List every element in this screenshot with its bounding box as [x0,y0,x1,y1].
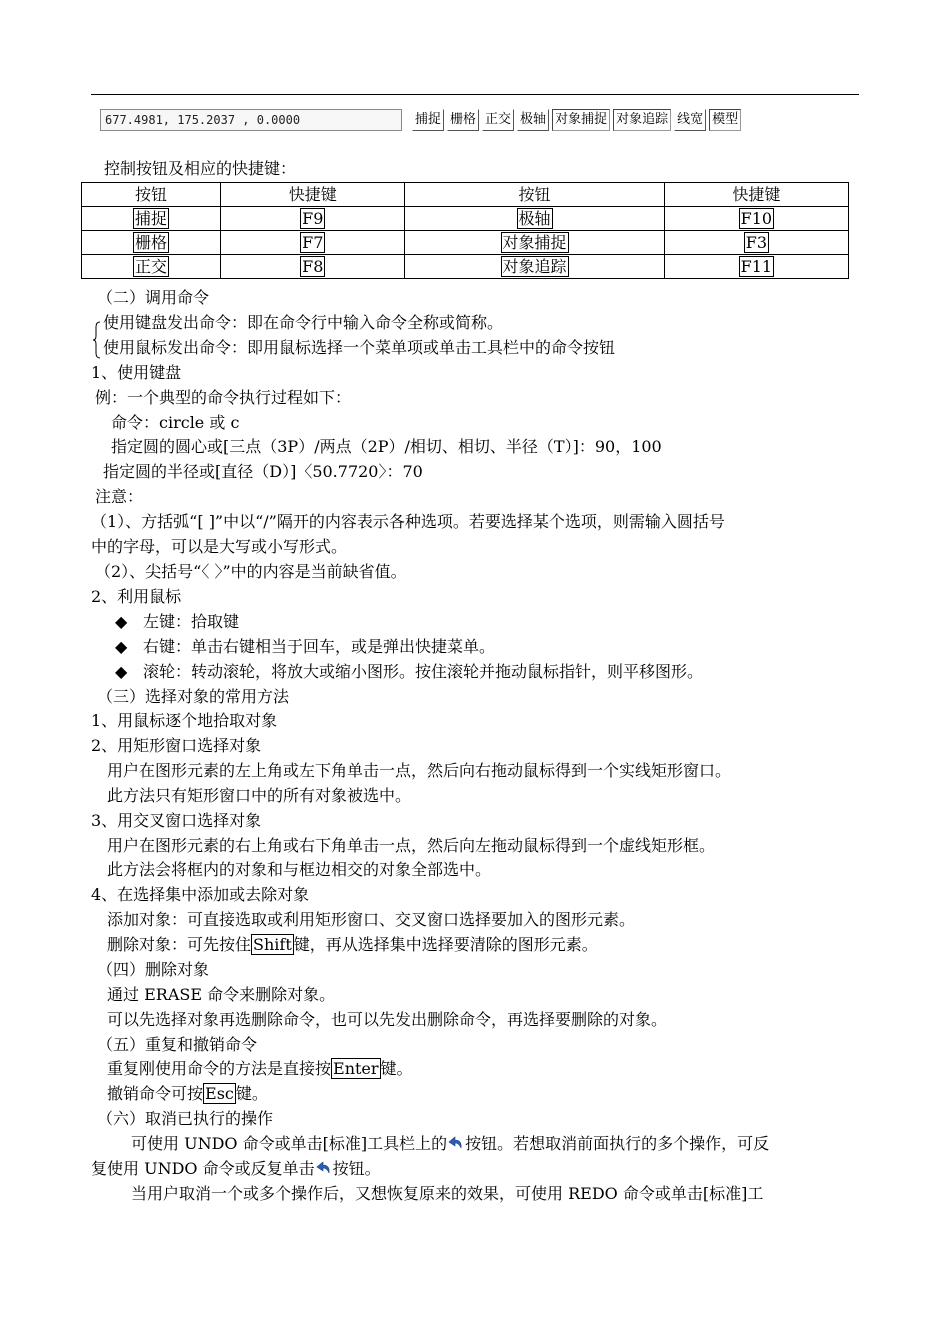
snap-button[interactable]: 捕捉 [412,109,444,131]
shortcut-table [81,182,849,279]
enter-key: Enter [333,1059,379,1078]
brace-icon [93,321,101,359]
table-cell: F10 [740,209,773,228]
table-cell: 正交 [135,257,168,276]
text-run: 键。 [235,1084,268,1103]
paragraph-line: 此方法会将框内的对象和与框边相交的对象全部选中。 [107,860,492,879]
table-cell: F9 [302,209,324,228]
table-row [82,231,849,255]
diamond-bullet-icon: ◆ [115,612,128,631]
table-cell: 极轴 [518,209,551,228]
subsection-heading: 1、使用键盘 [91,363,182,382]
otrack-button[interactable]: 对象追踪 [613,109,671,131]
diamond-bullet-icon: ◆ [115,662,128,681]
text-run: 按钮。 [332,1159,381,1178]
command-line: 指定圆的圆心或[三点（3P）/两点（2P）/相切、相切、半径（T）]：90，100 [111,437,662,456]
subsection-heading: 2、利用鼠标 [91,587,182,606]
coordinate-readout: 677.4981, 175.2037 , 0.0000 [100,109,402,131]
text-run: 撤销命令可按 [107,1084,204,1103]
text-run: 可使用 UNDO 命令或单击[标准]工具栏上的 [131,1134,448,1153]
paragraph-line: 可以先选择对象再选删除命令，也可以先发出删除命令，再选择要删除的对象。 [107,1010,668,1029]
header-cell: 按钮 [82,183,221,207]
section-heading: （三）选择对象的常用方法 [97,687,290,706]
paragraph-line [107,1058,413,1080]
table-cell: F8 [302,257,324,276]
header-cell: 快捷键 [221,183,405,207]
list-item-text: 右键：单击右键相当于回车，或是弹出快捷菜单。 [143,637,496,656]
header-rule [91,94,859,95]
ortho-button[interactable]: 正交 [482,109,514,131]
table-intro: 控制按钮及相应的快捷键： [104,159,297,178]
paragraph-line: 用户在图形元素的右上角或右下角单击一点，然后向左拖动鼠标得到一个虚线矩形框。 [107,836,716,855]
section-heading: （二）调用命令 [97,288,210,307]
table-cell: 栅格 [135,233,168,252]
header-cell: 按钮 [405,183,664,207]
command-line: 指定圆的半径或[直径（D）]〈50.7720〉：70 [103,462,423,481]
subsection-heading: 3、用交叉窗口选择对象 [91,811,262,830]
table-cell: 捕捉 [135,209,168,228]
esc-key: Esc [205,1084,234,1103]
table-cell: 对象捕捉 [502,233,567,252]
table-row [82,207,849,231]
text-run: 删除对象：可先按住 [107,935,252,954]
subsection-heading: 2、用矩形窗口选择对象 [91,736,262,755]
paragraph-line: （1）、方括弧“[ ]”中以“/”隔开的内容表示各种选项。若要选择某个选项，则需输入圆括号 [91,512,725,531]
paragraph-line: 使用键盘发出命令：即在命令行中输入命令全称或简称。 [103,313,504,332]
model-button[interactable]: 模型 [709,109,741,131]
subsection-heading: 4、在选择集中添加或去除对象 [91,885,310,904]
paragraph-line: 通过 ERASE 命令来删除对象。 [107,985,336,1004]
paragraph-line [91,1158,381,1180]
paragraph-line [107,1083,268,1105]
paragraph-line: 此方法只有矩形窗口中的所有对象被选中。 [107,786,412,805]
table-row [82,255,849,279]
undo-icon [447,1135,465,1151]
cad-status-bar [100,108,741,132]
paragraph-line: 注意： [95,487,144,506]
paragraph-line: （2）、尖括号“〈 〉”中的内容是当前缺省值。 [95,562,407,581]
osnap-button[interactable]: 对象捕捉 [552,109,610,131]
list-item [115,611,239,633]
undo-icon [315,1160,333,1176]
paragraph-line [107,934,598,956]
list-item-text: 滚轮：转动滚轮，将放大或缩小图形。按住滚轮并拖动鼠标指针，则平移图形。 [143,662,704,681]
paragraph-line: 使用鼠标发出命令：即用鼠标选择一个菜单项或单击工具栏中的命令按钮 [103,338,616,357]
section-heading: （六）取消已执行的操作 [97,1109,274,1128]
paragraph-line: 中的字母，可以是大写或小写形式。 [91,537,348,556]
diamond-bullet-icon: ◆ [115,637,128,656]
text-run: 键。 [380,1059,413,1078]
list-item [115,661,703,683]
subsection-heading: 1、用鼠标逐个地拾取对象 [91,711,278,730]
text-run: 重复刚使用命令的方法是直接按 [107,1059,332,1078]
polar-button[interactable]: 极轴 [517,109,549,131]
grid-button[interactable]: 栅格 [447,109,479,131]
table-cell: 对象追踪 [502,257,567,276]
section-heading: （五）重复和撤销命令 [97,1035,258,1054]
text-run: 按钮。若想取消前面执行的多个操作，可反 [465,1134,770,1153]
list-item-text: 左键：拾取键 [143,612,240,631]
table-header-row [82,183,849,207]
text-run: 复使用 UNDO 命令或反复单击 [91,1159,315,1178]
paragraph-line: 用户在图形元素的左上角或左下角单击一点，然后向右拖动鼠标得到一个实线矩形窗口。 [107,761,732,780]
table-cell: F11 [740,257,773,276]
command-line: 命令：circle 或 c [111,413,240,432]
shift-key: Shift [253,935,292,954]
header-cell: 快捷键 [664,183,848,207]
paragraph-line: 添加对象：可直接选取或利用矩形窗口、交叉窗口选择要加入的图形元素。 [107,910,636,929]
paragraph-line: 当用户取消一个或多个操作后，又想恢复原来的效果，可使用 REDO 命令或单击[标准]工 [131,1184,764,1203]
paragraph-line [131,1133,769,1155]
section-heading: （四）删除对象 [97,960,210,979]
table-cell: F3 [745,233,767,252]
text-run: 键，再从选择集中选择要清除的图形元素。 [293,935,598,954]
table-cell: F7 [302,233,324,252]
list-item [115,636,495,658]
paragraph-line: 例：一个典型的命令执行过程如下： [95,388,352,407]
lineweight-button[interactable]: 线宽 [674,109,706,131]
